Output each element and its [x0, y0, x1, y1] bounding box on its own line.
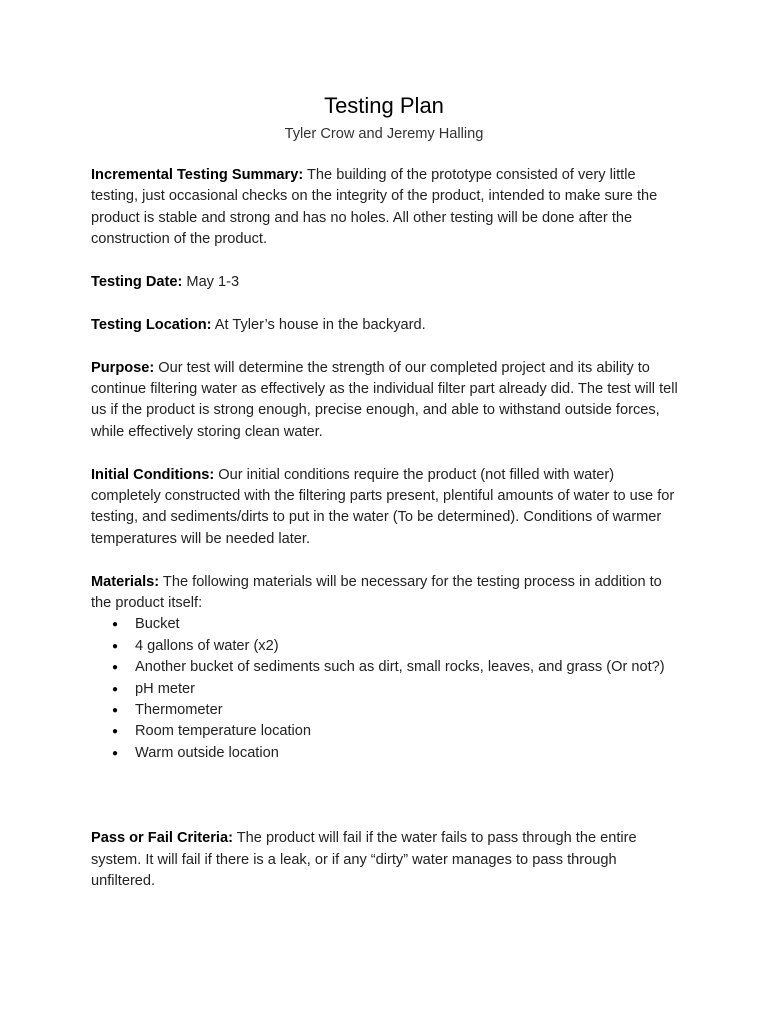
- incremental-testing-label: Incremental Testing Summary:: [91, 167, 304, 183]
- testing-date-text: May 1-3: [182, 274, 240, 291]
- incremental-testing-summary: [91, 165, 681, 251]
- materials-text: The following materials will be necessary for the testing process in addition to the product itself:: [91, 573, 662, 612]
- pass-fail-label: Pass or Fail Criteria:: [91, 830, 233, 847]
- materials-list: [91, 614, 681, 764]
- purpose: [91, 358, 681, 444]
- incremental-testing-text: The building of the prototype consisted of very little testing, just occasional checks on the integrity of the product, intended to make sure the product is stable and strong and has no holes. All other testing will be done after the construction of the product.: [91, 167, 658, 248]
- initial-conditions-label: Initial Conditions:: [91, 466, 215, 483]
- spacer: [91, 764, 681, 828]
- list-item: ● pH meter: [91, 679, 681, 700]
- pass-fail-text: The product will fail if the water fails to pass through the entire system. It will fail if there is a leak, or if any “dirty” water manages to pass through unfiltered.: [91, 830, 637, 890]
- list-item: ● Room temperature location: [91, 721, 681, 742]
- materials: [91, 572, 681, 615]
- testing-date-label: Testing Date:: [91, 274, 183, 291]
- purpose-text: Our test will determine the strength of our completed project and its ability to continue filtering water as effectively as the individual filter part already did. The test will tell us if the product is strong enough, precise enough, and able to withstand outside forces, while effectively storing clean water.: [91, 359, 678, 440]
- page-title: Testing Plan: [324, 93, 444, 118]
- list-item: ● Bucket: [91, 614, 681, 635]
- authors-line: Tyler Crow and Jeremy Halling: [284, 126, 484, 142]
- list-item: ● 4 gallons of water (x2): [91, 636, 681, 657]
- testing-location: [91, 315, 681, 336]
- pass-fail-criteria: [91, 828, 681, 892]
- initial-conditions-text: Our initial conditions require the product (not filled with water) completely constructed with the filtering parts present, plentiful amounts of water to use for testing, and sediments/dirts to put in the water (To be determined). Conditions of warmer temperatures will be needed later.: [91, 466, 675, 547]
- testing-date: [91, 272, 681, 293]
- list-item: ● Another bucket of sediments such as dirt, small rocks, leaves, and grass (Or not?): [91, 657, 681, 678]
- list-item: ● Warm outside location: [91, 743, 681, 764]
- list-item: ● Thermometer: [91, 700, 681, 721]
- materials-section: [91, 572, 681, 765]
- document-body: [91, 165, 681, 914]
- initial-conditions: [91, 465, 681, 551]
- testing-location-text: At Tyler’s house in the backyard.: [211, 316, 426, 333]
- purpose-label: Purpose:: [91, 359, 155, 376]
- testing-location-label: Testing Location:: [91, 316, 212, 333]
- materials-label: Materials:: [91, 573, 160, 590]
